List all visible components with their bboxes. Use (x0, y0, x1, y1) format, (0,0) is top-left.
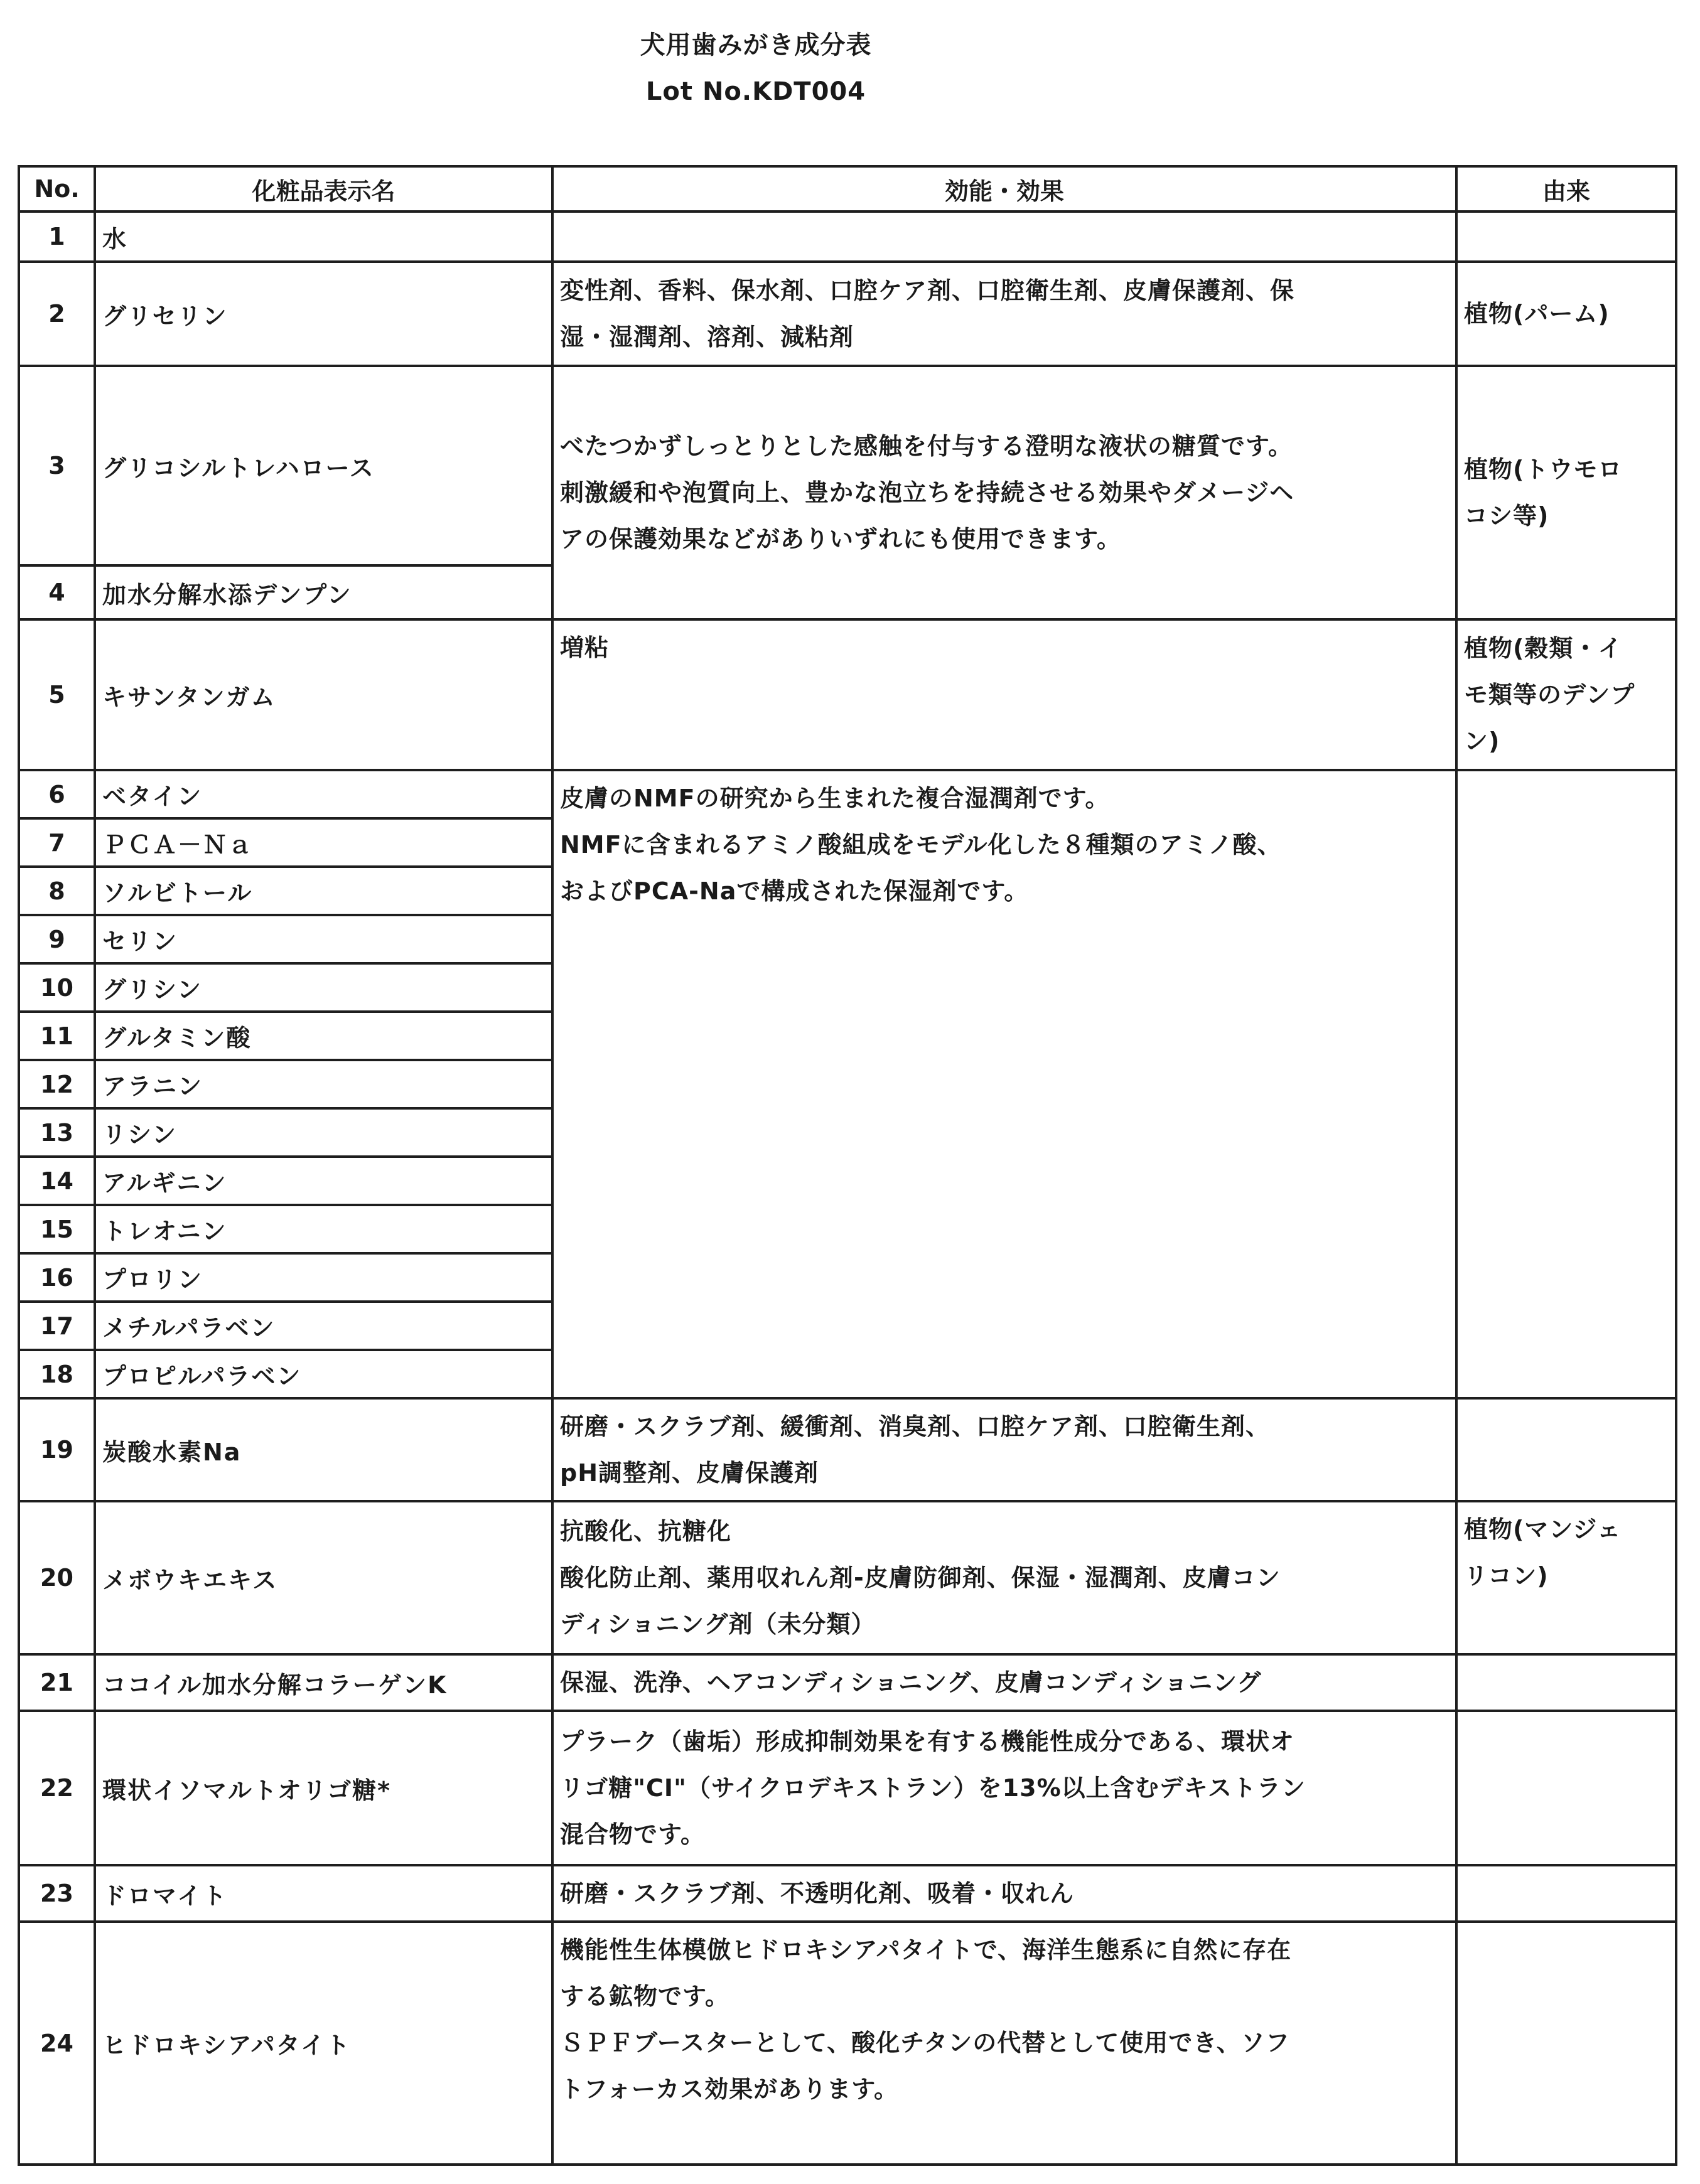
ingredient-name: 加水分解水添デンプン (95, 565, 552, 619)
effect-line: 機能性生体模倣ヒドロキシアパタイトで、海洋生態系に自然に存在 (560, 1936, 1292, 1964)
effect-cell (552, 262, 1456, 366)
effect-line: 混合物です。 (560, 1821, 705, 1848)
effect-line: およびPCA-Naで構成された保湿剤です。 (560, 877, 1029, 905)
effect-line: 保湿、洗浄、ヘアコンディショニング、皮膚コンディショニング (560, 1669, 1262, 1696)
effect-line: 研磨・スクラブ剤、緩衝剤、消臭剤、口腔ケア剤、口腔衛生剤、 (560, 1413, 1271, 1440)
origin-cell (1456, 770, 1676, 1398)
effect-line: 酸化防止剤、薬用収れん剤-皮膚防御剤、保湿・湿潤剤、皮膚コン (560, 1564, 1281, 1592)
effect-line: ディショニング剤（未分類） (560, 1610, 876, 1638)
origin-cell (1456, 1654, 1676, 1711)
origin-cell (1456, 1711, 1676, 1865)
effect-cell (552, 619, 1456, 770)
effect-line: 皮膚のNMFの研究から生まれた複合湿潤剤です。 (560, 784, 1110, 812)
ingredient-name: ソルビトール (95, 867, 552, 915)
row-no: 21 (19, 1654, 95, 1711)
ingredient-name: グリシン (95, 963, 552, 1012)
origin-line: モ類等のデンプ (1464, 681, 1635, 709)
effect-cell (552, 770, 1456, 1398)
row-no: 24 (19, 1922, 95, 2165)
origin-cell (1456, 1922, 1676, 2165)
ingredient-name: ココイル加水分解コラーゲンK (95, 1654, 552, 1711)
header-origin: 由来 (1456, 166, 1676, 211)
table-row (19, 770, 1676, 818)
effect-line: トフォーカス効果があります。 (560, 2075, 899, 2103)
table-row (19, 1711, 1676, 1865)
effect-line: べたつかずしっとりとした感触を付与する澄明な液状の糖質です。 (560, 432, 1293, 460)
ingredient-name: ヒドロキシアパタイト (95, 1922, 552, 2165)
row-no: 19 (19, 1398, 95, 1501)
ingredient-name: グリセリン (95, 262, 552, 366)
effect-cell (552, 1398, 1456, 1501)
origin-line: コシ等) (1464, 502, 1549, 530)
origin-cell (1456, 1398, 1676, 1501)
table-row (19, 262, 1676, 366)
effect-line: 変性剤、香料、保水剤、口腔ケア剤、口腔衛生剤、皮膚保護剤、保 (560, 277, 1295, 304)
origin-cell (1456, 1501, 1676, 1654)
ingredient-name: メボウキエキス (95, 1501, 552, 1654)
effect-cell (552, 1711, 1456, 1865)
row-no: 20 (19, 1501, 95, 1654)
table-row (19, 619, 1676, 770)
row-no: 23 (19, 1865, 95, 1922)
row-no: 17 (19, 1302, 95, 1350)
row-no: 11 (19, 1012, 95, 1060)
row-no: 15 (19, 1205, 95, 1253)
effect-line: アの保護効果などがありいずれにも使用できます。 (560, 525, 1121, 553)
row-no: 10 (19, 963, 95, 1012)
table-row (19, 1501, 1676, 1654)
effect-line: NMFに含まれるアミノ酸組成をモデル化した８種類のアミノ酸、 (560, 831, 1282, 859)
ingredient-name: ＰＣＡ－Ｎａ (95, 818, 552, 867)
row-no: 7 (19, 818, 95, 867)
effect-line: 湿・湿潤剤、溶剤、減粘剤 (560, 323, 854, 351)
row-no: 1 (19, 211, 95, 262)
header-name: 化粧品表示名 (95, 166, 552, 211)
ingredient-name: 環状イソマルトオリゴ糖* (95, 1711, 552, 1865)
effect-line: 刺激緩和や泡質向上、豊かな泡立ちを持続させる効果やダメージヘ (560, 479, 1294, 506)
effect-line: する鉱物です。 (560, 1983, 729, 2010)
row-no: 6 (19, 770, 95, 818)
effect-cell (552, 211, 1456, 262)
header-effect: 効能・効果 (552, 166, 1456, 211)
origin-cell (1456, 211, 1676, 262)
ingredient-name: プロピルパラベン (95, 1350, 552, 1398)
ingredient-name: ドロマイト (95, 1865, 552, 1922)
row-no: 8 (19, 867, 95, 915)
row-no: 18 (19, 1350, 95, 1398)
ingredient-name: プロリン (95, 1253, 552, 1302)
ingredient-name: アラニン (95, 1060, 552, 1108)
origin-line: リコン) (1464, 1562, 1549, 1590)
effect-line: 抗酸化、抗糖化 (560, 1518, 732, 1545)
row-no: 13 (19, 1108, 95, 1157)
row-no: 22 (19, 1711, 95, 1865)
ingredient-name: 水 (95, 211, 552, 262)
effect-line: プラーク（歯垢）形成抑制効果を有する機能性成分である、環状オ (560, 1728, 1295, 1755)
row-no: 9 (19, 915, 95, 963)
row-no: 2 (19, 262, 95, 366)
origin-line: 植物(パーム) (1464, 300, 1610, 328)
ingredient-name: キサンタンガム (95, 619, 552, 770)
ingredient-table (18, 165, 1677, 2166)
table-row (19, 366, 1676, 565)
table-row (19, 1398, 1676, 1501)
origin-line: ン) (1464, 727, 1500, 755)
effect-cell (552, 1654, 1456, 1711)
table-row (19, 1922, 1676, 2165)
origin-cell (1456, 262, 1676, 366)
row-no: 12 (19, 1060, 95, 1108)
table-row (19, 211, 1676, 262)
ingredient-name: 炭酸水素Na (95, 1398, 552, 1501)
effect-line: リゴ糖"CI"（サイクロデキストラン）を13%以上含むデキストラン (560, 1774, 1306, 1802)
row-no: 4 (19, 565, 95, 619)
ingredient-name: グリコシルトレハロース (95, 366, 552, 565)
origin-cell (1456, 619, 1676, 770)
ingredient-name: ベタイン (95, 770, 552, 818)
effect-line: ＳＰＦブースターとして、酸化チタンの代替として使用でき、ソフ (560, 2029, 1290, 2057)
lot-number: Lot No.KDT004 (645, 77, 866, 106)
header-no: No. (19, 166, 95, 211)
table-row (19, 1654, 1676, 1711)
document-title: 犬用歯みがき成分表 (640, 31, 872, 60)
effect-cell (552, 1501, 1456, 1654)
row-no: 16 (19, 1253, 95, 1302)
row-no: 14 (19, 1157, 95, 1205)
ingredient-name: メチルパラベン (95, 1302, 552, 1350)
effect-line: 研磨・スクラブ剤、不透明化剤、吸着・収れん (560, 1880, 1075, 1907)
ingredient-name: トレオニン (95, 1205, 552, 1253)
effect-cell (552, 1865, 1456, 1922)
effect-cell (552, 1922, 1456, 2165)
effect-cell (552, 366, 1456, 619)
ingredient-name: アルギニン (95, 1157, 552, 1205)
ingredient-name: グルタミン酸 (95, 1012, 552, 1060)
ingredient-name: リシン (95, 1108, 552, 1157)
row-no: 3 (19, 366, 95, 565)
origin-line: 植物(穀類・イ (1464, 634, 1623, 662)
origin-line: 植物(トウモロ (1464, 456, 1623, 483)
table-header-row (19, 166, 1676, 211)
origin-cell (1456, 1865, 1676, 1922)
origin-line: 植物(マンジェ (1464, 1516, 1622, 1543)
row-no: 5 (19, 619, 95, 770)
ingredient-name: セリン (95, 915, 552, 963)
effect-line: pH調整剤、皮膚保護剤 (560, 1459, 819, 1487)
effect-line: 増粘 (560, 634, 610, 661)
origin-cell (1456, 366, 1676, 619)
table-row (19, 1865, 1676, 1922)
